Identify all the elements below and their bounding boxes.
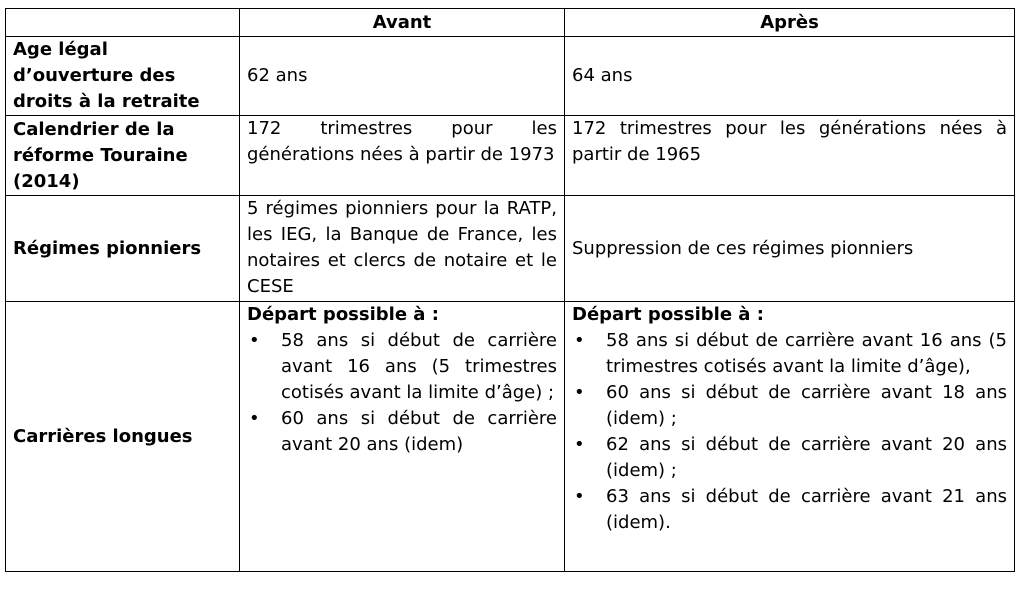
header-row (6, 9, 1015, 37)
table-row (6, 302, 1015, 572)
row-label-calendrier: Calendrier de la réforme Touraine (2014) (6, 116, 240, 196)
header-avant: Avant (240, 9, 565, 37)
cell-avant-age-legal: 62 ans (240, 37, 565, 116)
cell-avant-calendrier: 172 trimestres pour les générations nées à partir de 1973 (240, 116, 565, 196)
list-item: • 63 ans si début de carrière avant 21 ans (idem). (572, 484, 1007, 536)
list-item: • 60 ans si début de carrière avant 18 ans (idem) ; (572, 380, 1007, 432)
cell-lead-text: Départ possible à : (572, 304, 764, 325)
list-item: • 60 ans si début de carrière avant 20 ans (idem) (247, 406, 557, 458)
cell-lead-text: Départ possible à : (247, 304, 439, 325)
table-row (6, 116, 1015, 196)
cell-apres-calendrier: 172 trimestres pour les générations nées à partir de 1965 (565, 116, 1015, 196)
comparison-table (5, 8, 1015, 572)
row-label-age-legal: Age légal d’ouverture des droits à la retraite (6, 37, 240, 116)
cell-avant-regimes-pionniers: 5 régimes pionniers pour la RATP, les IEG, la Banque de France, les notaires et clercs de notaire et le CESE (240, 196, 565, 302)
table-row (6, 196, 1015, 302)
bullet-list (572, 328, 1007, 536)
cell-apres-age-legal: 64 ans (565, 37, 1015, 116)
cell-avant-carrieres-longues (240, 302, 565, 572)
list-item: • 62 ans si début de carrière avant 20 ans (idem) ; (572, 432, 1007, 484)
row-label-carrieres-longues: Carrières longues (6, 302, 240, 572)
list-item: • 58 ans si début de carrière avant 16 ans (5 trimestres cotisés avant la limite d’âge), (572, 328, 1007, 380)
row-label-regimes-pionniers: Régimes pionniers (6, 196, 240, 302)
list-item: • 58 ans si début de carrière avant 16 ans (5 trimestres cotisés avant la limite d’âge) ; (247, 328, 557, 406)
cell-apres-regimes-pionniers: Suppression de ces régimes pionniers (565, 196, 1015, 302)
cell-apres-carrieres-longues (565, 302, 1015, 572)
header-corner-cell (6, 9, 240, 37)
bullet-list (247, 328, 557, 458)
table-row (6, 37, 1015, 116)
header-apres: Après (565, 9, 1015, 37)
